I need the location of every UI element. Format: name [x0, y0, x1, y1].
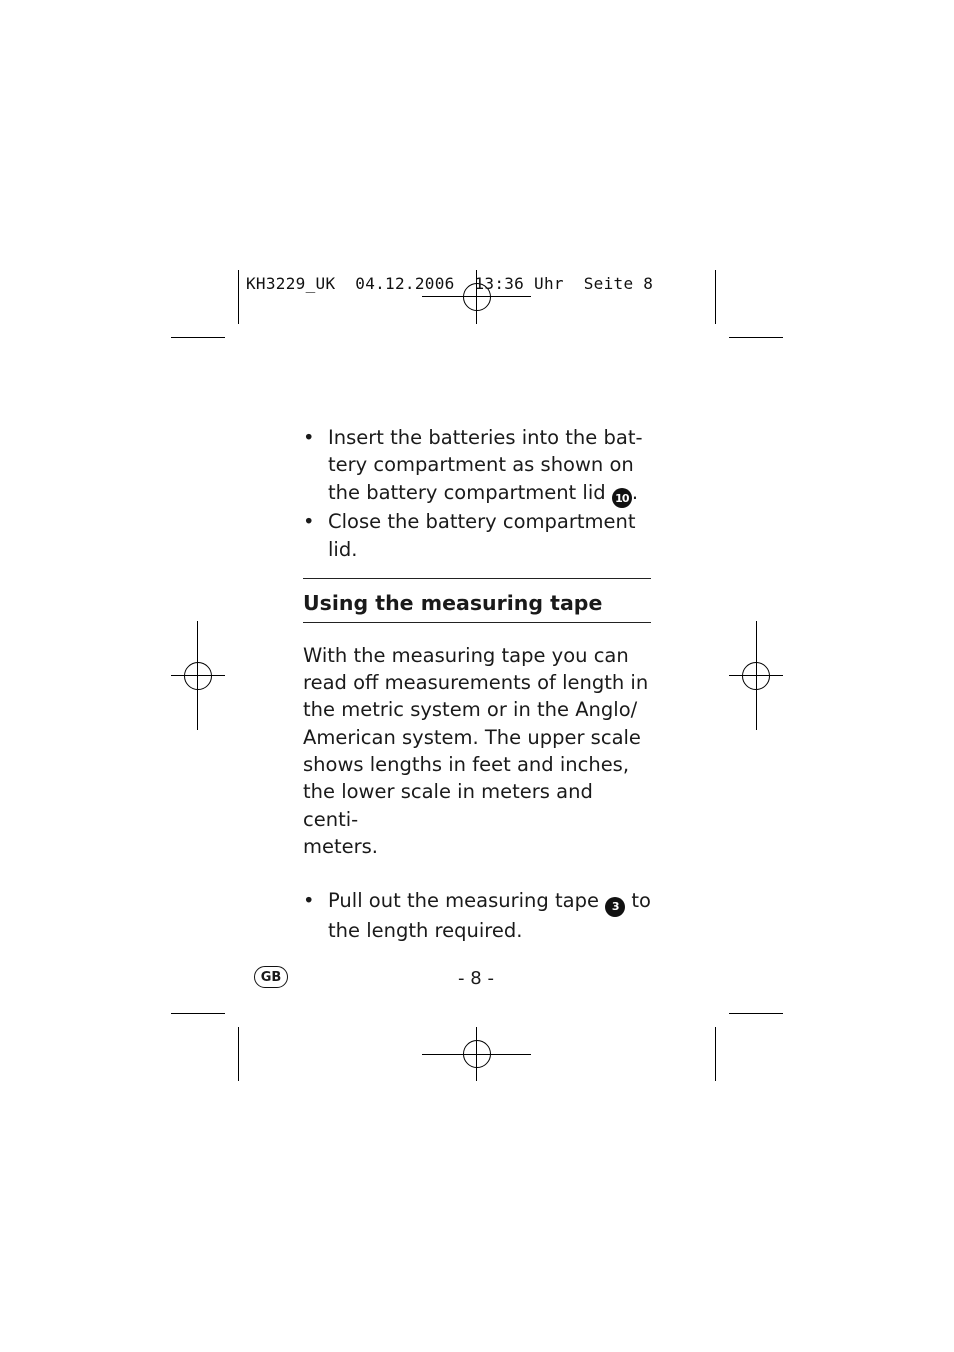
crop-mark-bottom-left-horizontal	[171, 1013, 225, 1014]
section-paragraph: With the measuring tape you can read off measurements of length in the metric system or in the Anglo/ American system. The upper scale shows lengths in feet and inches, the lower scale in meters and centi- meters.	[303, 643, 649, 858]
crop-mark-top-right-horizontal	[729, 337, 783, 338]
instruction-pull-out-tape: • Pull out the measuring tape 3 to the length required.	[303, 887, 651, 944]
crop-mark-top-left-vertical	[238, 270, 239, 324]
reference-number-3-icon: 3	[605, 897, 625, 917]
page-number: - 8 -	[458, 968, 494, 989]
crop-mark-bottom-right-vertical	[715, 1027, 716, 1081]
language-badge: GB	[254, 966, 288, 988]
section-heading: Using the measuring tape	[303, 590, 603, 615]
reference-number-10-icon: 10	[612, 488, 632, 508]
print-slug: KH3229_UK 04.12.2006 13:36 Uhr Seite 8	[246, 274, 654, 293]
crop-mark-bottom-right-horizontal	[729, 1013, 783, 1014]
crop-mark-top-right-vertical	[715, 270, 716, 324]
crop-mark-top-left-horizontal	[171, 337, 225, 338]
crop-mark-bottom-left-vertical	[238, 1027, 239, 1081]
page-content	[303, 424, 651, 944]
instruction-close-lid: • Close the battery compartment lid.	[303, 508, 651, 563]
instruction-insert-batteries: • Insert the batteries into the bat- tery compartment as shown on the battery compartment lid 10 .	[303, 424, 651, 508]
